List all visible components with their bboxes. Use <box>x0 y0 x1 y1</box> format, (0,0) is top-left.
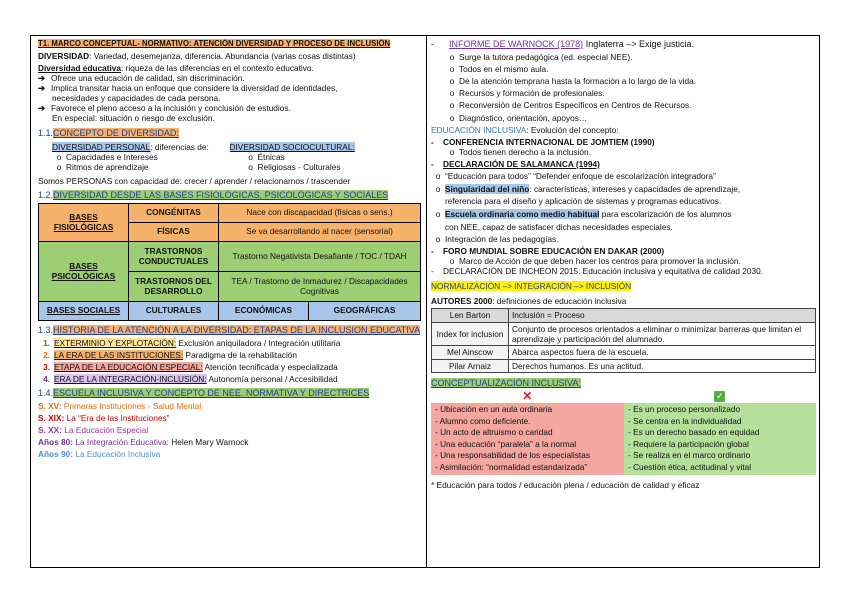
table-cell: TRASTORNOS DEL DESARROLLO <box>129 271 219 301</box>
list-item: o De la atención temprana hasta la formación a lo largo de la vida. <box>449 76 697 87</box>
list-item: - Ubicación en un aula ordinaria <box>435 404 553 415</box>
list-item: o Recursos y formación de profesionales. <box>449 88 605 99</box>
list-item: o Capacidades e Intereses <box>56 152 158 163</box>
list-item: o Religiosas - Culturales <box>248 162 341 173</box>
table-cell: Trastorno Negativista Desafiante / TOC / TDAH <box>219 241 421 271</box>
diversidad-sociocultural-heading: DIVERSIDAD SOCIOCULTURAL: <box>229 142 355 153</box>
diversidad-types <box>38 142 421 172</box>
educacion-inclusiva-heading: EDUCACIÓN INCLUSIVA: Evolución del concepto: <box>431 124 619 135</box>
diversidad-personal-heading: DIVERSIDAD PERSONAL: diferencias de: <box>52 142 209 153</box>
personas-text: Somos PERSONAS con capacidad de: crecer / aprender / relacionarnos / trascender <box>38 175 351 186</box>
list-item: - Un acto de altruismo o caridad <box>435 427 553 438</box>
diversidad-educativa: Diversidad educativa: riqueza de las diferencias en el contexto educativo. <box>38 62 314 73</box>
table-cell: FÍSICAS <box>129 222 219 241</box>
bases-psicologicas-cell: BASES PSICOLÓGICAS <box>39 241 129 301</box>
list-item: o Integración de las pedagogías. <box>435 233 559 244</box>
siglo-item: Años 90: La Educación Inclusiva <box>38 449 161 460</box>
list-item: o Étnicas <box>248 152 285 163</box>
table-row: Len Barton Inclusión = Proceso <box>432 309 816 322</box>
list-item: - Requiere la participación global <box>628 438 749 449</box>
etapa-item: 2. LA ERA DE LAS INSTITUCIONES: Paradigma de la rehabilitación <box>43 349 298 360</box>
cross-mark-icon: ✕ <box>522 389 533 404</box>
footnote: * Educación para todos / educación plena / educación de calidad y eficaz <box>431 479 700 490</box>
positive-list <box>624 403 816 475</box>
list-item: o Todos en el mismo aula. <box>449 64 549 75</box>
list-item: o “Educación para todos” “Defender enfoque de escolarización integradora” <box>435 171 716 182</box>
document-frame <box>30 35 820 568</box>
bases-sociales-cell: BASES SOCIALES <box>39 301 129 320</box>
table-cell: GEOGRÁFICAS <box>309 301 421 320</box>
jomtiem-heading: - CONFERENCIA INTERNACIONAL DE JOMTIEM (1990) <box>431 136 655 147</box>
section-1-2-heading: 1.2.DIVERSIDAD DESDE LAS BASES FISIOLÓGICAS, PSICOLÓGICAS Y SOCIALES <box>38 189 389 200</box>
list-item: o Reconversión de Centros Específicos en Centros de Recursos. <box>449 100 692 111</box>
autores-table <box>431 308 816 373</box>
arrow-item: ➔ Implica transitar hacia un enfoque que considere la diversidad de identidades, <box>38 82 338 93</box>
table-cell: Se va desarrollando al nacer (sensorial) <box>219 222 421 241</box>
conceptualizacion-heading: CONCEPTUALIZACIÓN INCLUSIVA: <box>431 378 581 389</box>
normalizacion-line: NORMALIZACIÓN –> INTEGRACIÓN –> INCLUSIÓN <box>431 281 632 292</box>
arrow-item-continuation: En especial: situación o riesgo de exclusión. <box>52 113 215 124</box>
autores-heading: AUTORES 2000: definiciones de educación inclusiva <box>431 296 627 307</box>
section-1-4-heading: 1.4.ESCUELA INCLUSIVA Y CONCEPTO DE NEE. NORMATIVA Y DIRECTRICES <box>38 388 370 399</box>
etapa-item: 1. EXTERMINIO Y EXPLOTACIÓN: Exclusión aniquiladora / Integración utilitaria <box>43 337 341 348</box>
page-title: T1. MARCO CONCEPTUAL- NORMATIVO: ATENCIÓN DIVERSIDAD Y PROCESO DE INCLUSIÓN <box>38 39 391 48</box>
list-item: - Es un derecho basado en equidad <box>628 427 760 438</box>
list-item: o Surge la tutora pedagógica (ed. especial NEE). <box>449 51 633 62</box>
table-cell: CONGÉNITAS <box>129 203 219 222</box>
table-cell: TRASTORNOS CONDUCTUALES <box>129 241 219 271</box>
table-cell: Nace con discapacidad (físicas o sens.) <box>219 203 421 222</box>
bases-fisiologicas-cell: BASES FISIOLÓGICAS <box>39 203 129 241</box>
siglo-item: S. XIX: La “Era de las Instituciones” <box>38 413 170 424</box>
table-cell: CULTURALES <box>129 301 219 320</box>
list-item: o Ritmos de aprendizaje <box>56 162 149 173</box>
list-item-continuation: referencia para el diseño y aplicación de sistemas y programas educativos. <box>445 196 722 207</box>
check-mark-icon: ✓ <box>715 391 724 402</box>
section-1-3-heading: 1.3.HISTORIA DE LA ATENCIÓN A LA DIVERSIDAD: ETAPAS DE LA INCLUSION EDUCATIVA <box>38 324 421 335</box>
incheon-item: - DECLARACIÓN DE INCHEON 2015: Educación inclusiva y equitativa de calidad 2030. <box>431 265 764 276</box>
list-item: o Diagnóstico, orientación, apoyos… <box>449 112 588 123</box>
table-cell: ECONÓMICAS <box>219 301 309 320</box>
list-item: o Marco de Acción de que deben hacer los centros para promover la inclusión. <box>449 255 741 266</box>
list-item: - Es un proceso personalizado <box>628 404 741 415</box>
list-item: - Alumno como deficiente. <box>435 415 531 426</box>
siglo-item: S. XX: La Educación Especial <box>38 425 149 436</box>
section-1-1-heading: 1.1.CONCEPTO DE DIVERSIDAD: <box>38 128 179 139</box>
list-item: o Todos tienen derecho a la inclusión. <box>449 146 591 157</box>
list-item: - Una responsabilidad de los especialistas <box>435 450 590 461</box>
table-row: Index for inclusion Conjunto de procesos orientados a eliminar o minimizar barreras que limitan el aprendizaje y participación del alumnado. <box>432 322 816 346</box>
table-row: Mel Ainscow Abarca aspectos fuera de la escuela. <box>432 346 816 359</box>
negative-list <box>431 403 624 475</box>
list-item: - Cuestión ética, actitudinal y vital <box>628 462 752 473</box>
arrow-item-continuation: necesidades y capacidades de cada persona. <box>52 92 221 103</box>
arrow-item: ➔ Favorece el pleno acceso a la inclusión y conclusión de estudios. <box>38 103 291 114</box>
table-row: Pilar Arnaiz Derechos humanos. Es una actitud. <box>432 359 816 372</box>
warnock-heading: - INFORME DE WARNOCK (1978) Inglaterra –> Exige justicia. <box>431 39 694 49</box>
right-column <box>431 39 816 490</box>
conceptualizacion-icons <box>431 389 816 403</box>
siglo-item: Años 80: La Integración Educativa: Helen Mary Warnock <box>38 437 249 448</box>
list-item: - Se centra en la individualidad <box>628 415 742 426</box>
table-cell: TEA / Trastorno de Inmadurez / Discapacidades Cognitivas <box>219 271 421 301</box>
etapa-item: 3. ETAPA DE LA EDUCACIÓN ESPECIAL: Atención tecnificada y especializada <box>43 361 338 372</box>
column-divider <box>426 36 427 567</box>
list-item: - Se realiza en el marco ordinario <box>628 450 751 461</box>
conceptualizacion-table <box>431 403 816 475</box>
diversidad-definition: DIVERSIDAD: Variedad, desemejanza, diferencia. Abundancia (varias cosas distintas) <box>38 50 356 61</box>
list-item: o Singularidad del niño: características, intereses y capacidades de aprendizaje, <box>435 184 741 195</box>
bases-table <box>38 203 421 321</box>
list-item: - Una educación “paralela” a la normal <box>435 438 577 449</box>
list-item: o Escuela ordinaria como medio habitual para escolarización de los alumnos <box>435 209 732 220</box>
list-item: - Asimilación: “normalidad estandarizada” <box>435 462 588 473</box>
etapa-item: 4. ERA DE LA INTEGRACIÓN-INCLUSIÓN: Autonomía personal / Accesibilidad <box>43 373 338 384</box>
dakar-heading: - FORO MUNDIAL SOBRE EDUCACIÓN EN DAKAR (2000) <box>431 245 665 256</box>
salamanca-heading: - DECLARACIÓN DE SALAMANCA (1994) <box>431 158 600 169</box>
left-column <box>38 39 421 460</box>
list-item-continuation: con NEE, capaz de satisfacer dichas necesidades especiales. <box>445 221 673 232</box>
siglo-item: S. XV: Primeras Instituciones - Salud Mental <box>38 401 202 412</box>
arrow-item: ➔ Ofrece una educación de calidad, sin discriminación. <box>38 72 245 83</box>
